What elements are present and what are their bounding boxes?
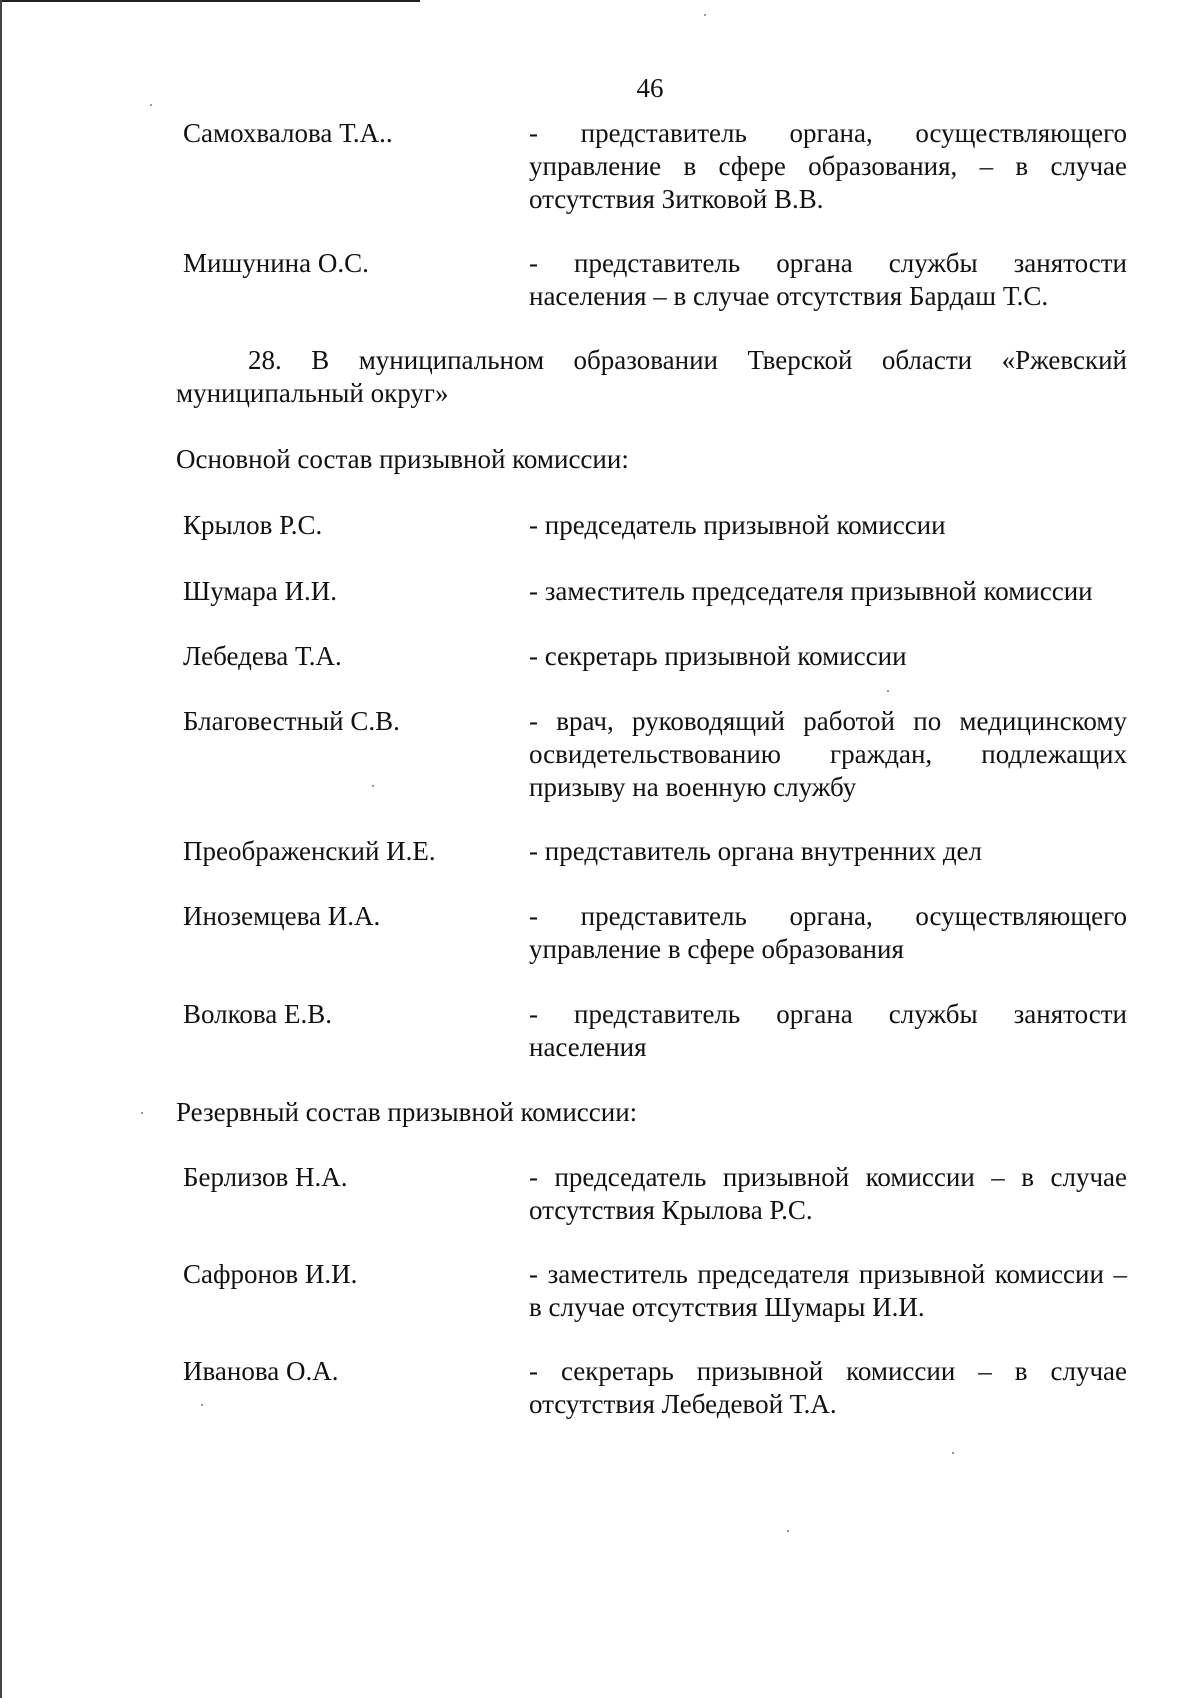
member-role: - заместитель председателя призывной комиссии – в случае отсутствия Шумары И.И.: [529, 1259, 1127, 1322]
scan-speck: [141, 1112, 143, 1114]
member-role: - представитель органа службы занятости населения: [529, 999, 1127, 1062]
member-name: Благовестный С.В.: [183, 706, 400, 736]
reserve-composition-heading: Резервный состав призывной комиссии:: [176, 1097, 638, 1127]
member-name: Преображенский И.Е.: [183, 836, 436, 866]
scan-edge-left: [0, 0, 2, 1698]
member-role: - секретарь призывной комиссии: [529, 641, 907, 671]
scan-edge-top: [0, 0, 420, 2]
member-name: Шумара И.И.: [183, 576, 337, 606]
member-name: Мишунина О.С.: [183, 248, 369, 278]
section-paragraph: [176, 344, 1127, 410]
member-role: - представитель органа, осуществляющего управление в сфере образования, – в случае отсутствия Зитковой В.В.: [529, 118, 1127, 214]
member-role: - представитель органа службы занятости населения – в случае отсутствия Бардаш Т.С.: [529, 248, 1127, 311]
member-name: Иванова О.А.: [183, 1356, 339, 1386]
member-role: - заместитель председателя призывной комиссии: [529, 576, 1093, 606]
scan-speck: [704, 14, 706, 16]
scan-speck: [150, 104, 152, 106]
member-role: - председатель призывной комиссии: [529, 510, 946, 540]
section-paragraph-text: 28. В муниципальном образовании Тверской области «Ржевский муниципальный округ»: [176, 345, 1127, 408]
scan-speck: [952, 1452, 954, 1454]
main-composition-heading: Основной состав призывной комиссии:: [176, 444, 629, 474]
scan-speck: [201, 1404, 203, 1406]
scan-speck: [787, 1530, 789, 1532]
member-name: Лебедева Т.А.: [183, 641, 342, 671]
member-role: - представитель органа, осуществляющего управление в сфере образования: [529, 901, 1127, 964]
member-name: Крылов Р.С.: [183, 510, 323, 540]
scan-speck: [372, 785, 374, 787]
member-role: - председатель призывной комиссии – в случае отсутствия Крылова Р.С.: [529, 1162, 1127, 1225]
member-name: Берлизов Н.А.: [183, 1162, 348, 1192]
page-number: 46: [636, 73, 664, 103]
member-role: - врач, руководящий работой по медицинскому освидетельствованию граждан, подлежащих призыву на военную службу: [529, 706, 1127, 802]
member-role: - представитель органа внутренних дел: [529, 836, 983, 866]
member-name: Сафронов И.И.: [183, 1259, 358, 1289]
member-name: Иноземцева И.А.: [183, 901, 381, 931]
scan-speck: [887, 690, 889, 692]
member-role: - секретарь призывной комиссии – в случае отсутствия Лебедевой Т.А.: [529, 1356, 1127, 1419]
member-name: Самохвалова Т.А..: [183, 118, 393, 148]
member-name: Волкова Е.В.: [183, 999, 333, 1029]
